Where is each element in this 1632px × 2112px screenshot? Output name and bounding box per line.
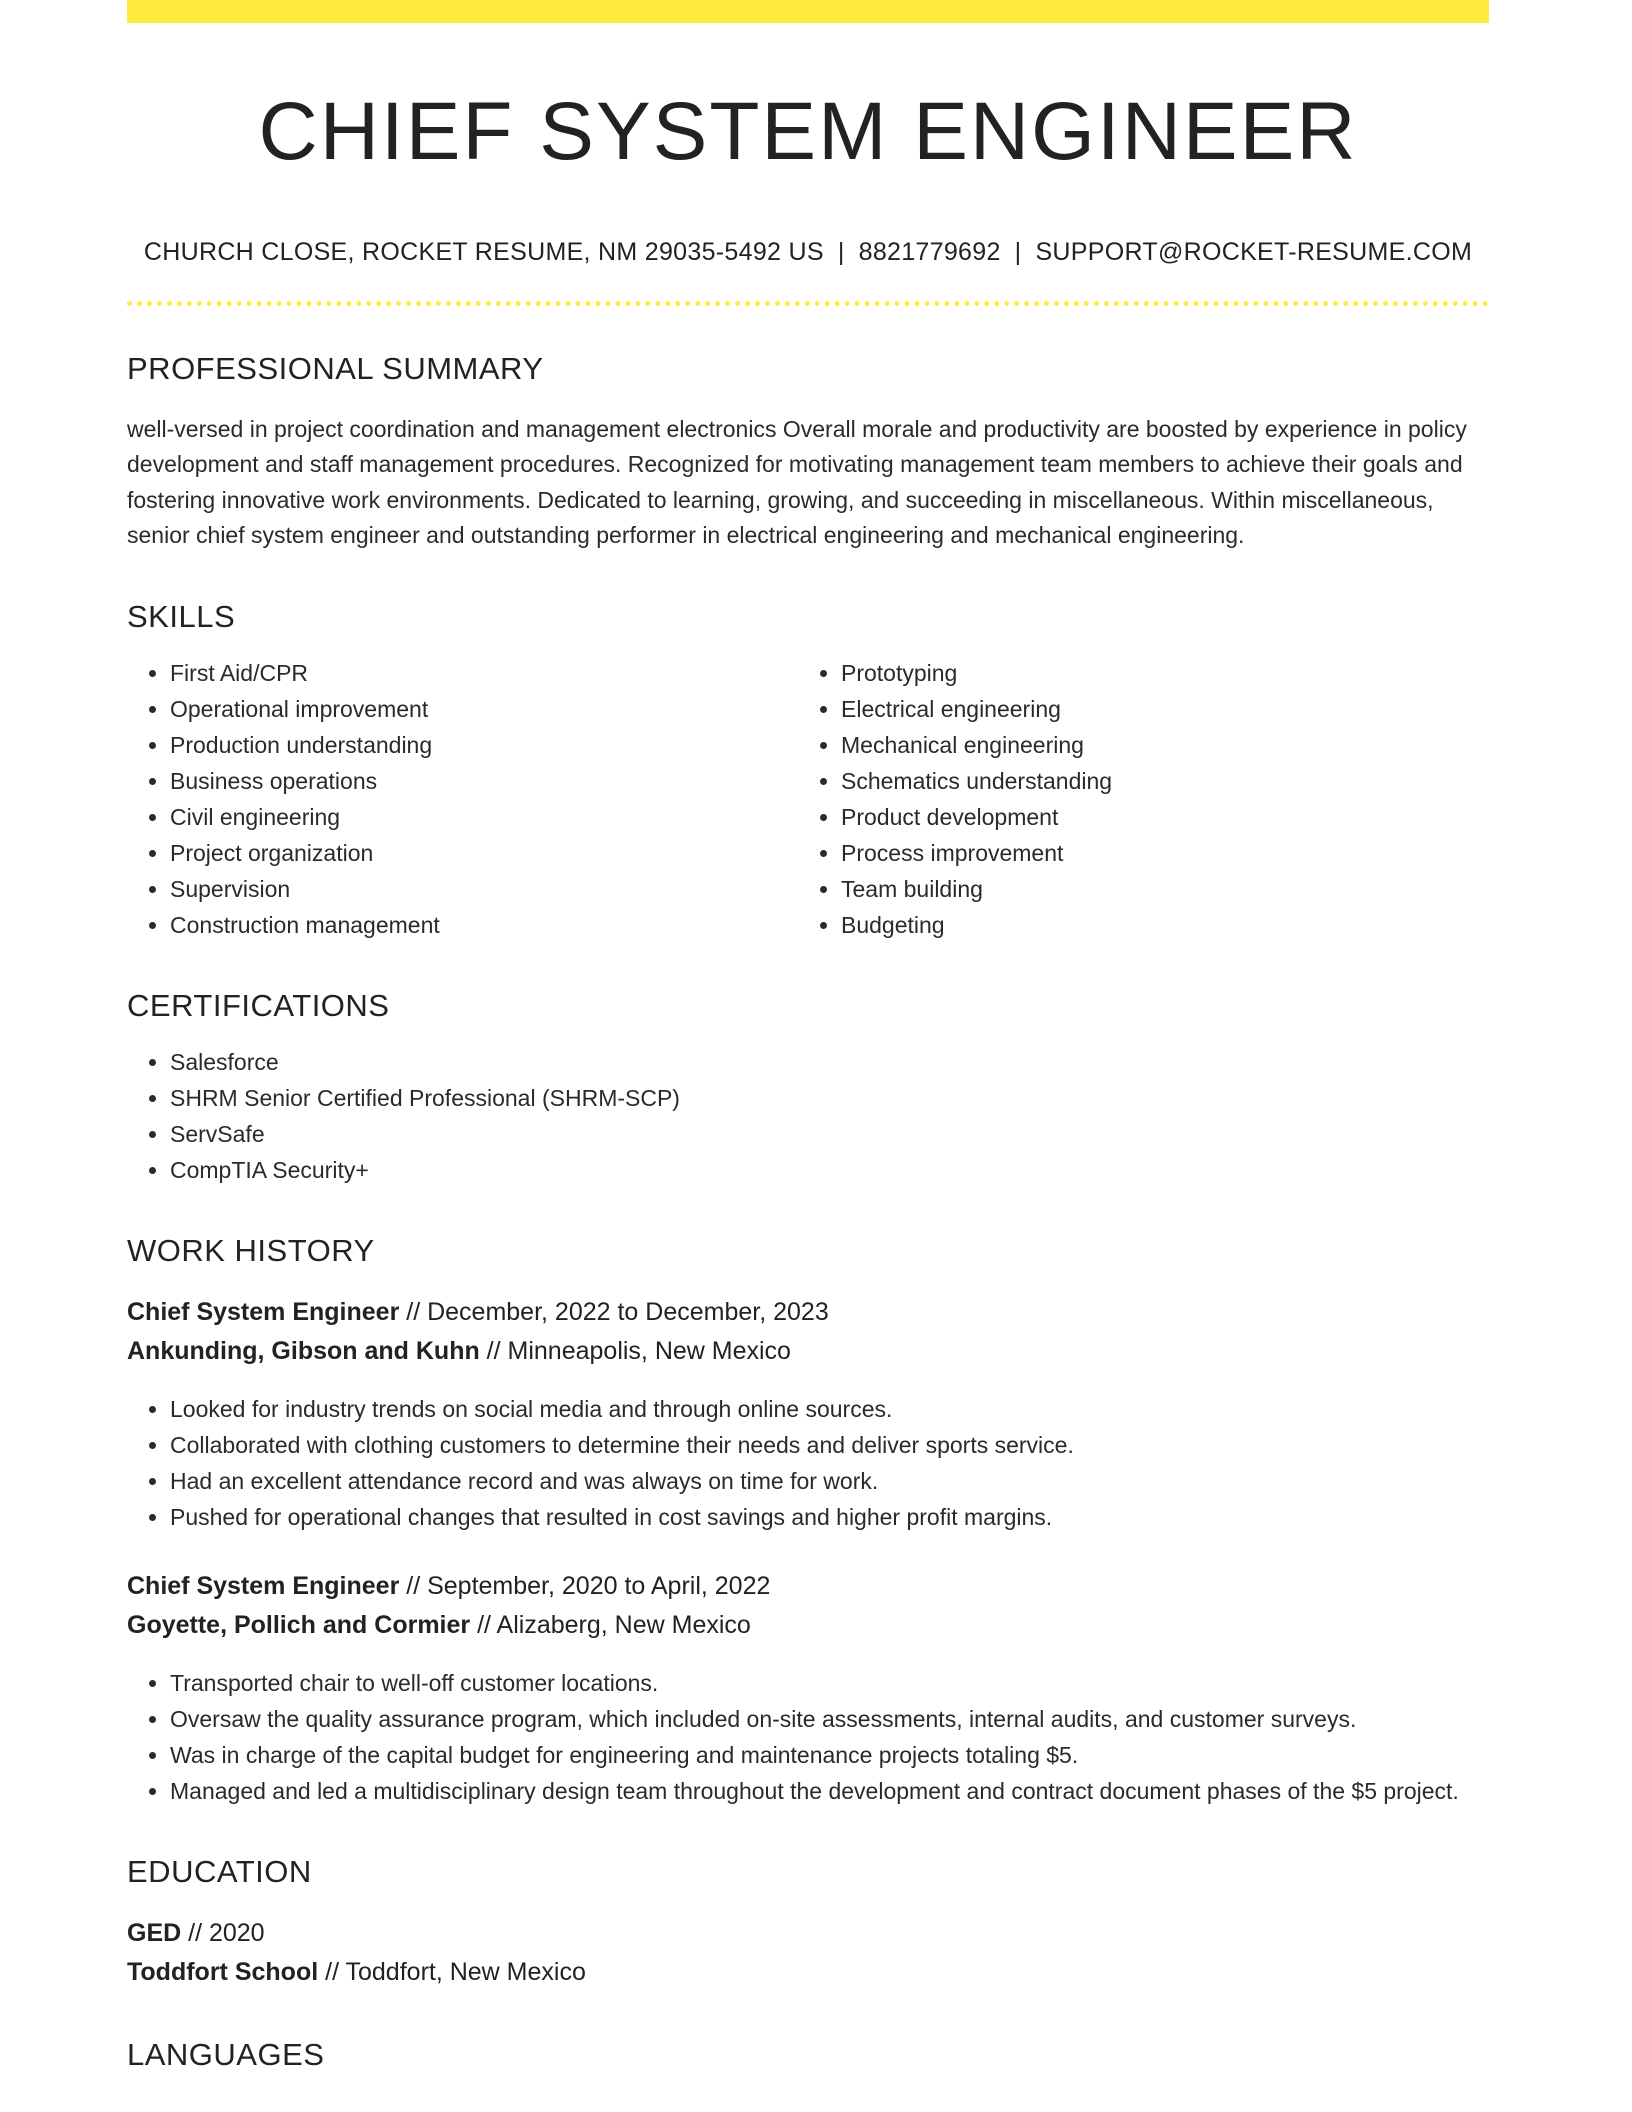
skills-list-right: [798, 655, 1469, 943]
skill-item: • Prototyping: [841, 655, 1469, 691]
job-title-line: [127, 1567, 1489, 1606]
contact-line: [127, 237, 1489, 267]
job-bullet: • Managed and led a multidisciplinary design team throughout the development and contract document phases of the $5 project.: [170, 1773, 1489, 1809]
job-company: Ankunding, Gibson and Kuhn: [127, 1337, 480, 1366]
skill-item: • Operational improvement: [170, 691, 798, 727]
education-degree: GED: [127, 1919, 182, 1948]
certifications-list: [127, 1044, 1489, 1188]
contact-separator: |: [1014, 238, 1022, 267]
education-school-line: [127, 1953, 1489, 1992]
resume-content: [127, 23, 1489, 2074]
certification-item: • CompTIA Security+: [170, 1152, 1489, 1188]
job-bullet: • Transported chair to well-off customer locations.: [170, 1665, 1489, 1701]
skill-item: • Schematics understanding: [841, 763, 1469, 799]
skill-item: • Civil engineering: [170, 799, 798, 835]
job-bullets: [127, 1391, 1489, 1535]
education-heading: EDUCATION: [127, 1854, 312, 1890]
certification-item: • SHRM Senior Certified Professional (SHRM-SCP): [170, 1080, 1489, 1116]
education-year: // 2020: [181, 1919, 265, 1948]
certifications-heading: CERTIFICATIONS: [127, 987, 390, 1023]
education-location: // Toddfort, New Mexico: [318, 1958, 586, 1987]
dotted-divider: [127, 301, 1489, 306]
top-accent-bar: [127, 0, 1489, 23]
certification-item: • ServSafe: [170, 1116, 1489, 1152]
job-bullet: • Looked for industry trends on social media and through online sources.: [170, 1391, 1489, 1427]
skill-item: • First Aid/CPR: [170, 655, 798, 691]
job-bullet: • Had an excellent attendance record and was always on time for work.: [170, 1463, 1489, 1499]
job-entry: [127, 1567, 1489, 1809]
job-bullets: [127, 1665, 1489, 1809]
work-history-heading: WORK HISTORY: [127, 1232, 375, 1268]
job-company: Goyette, Pollich and Cormier: [127, 1611, 471, 1640]
contact-phone: 8821779692: [858, 238, 1001, 267]
summary-text: well-versed in project coordination and management electronics Overall morale and productivity are boosted by experience in policy development and staff management procedures. Recognized for motivating management team members to achieve their goals and fostering innovative work environments. Dedicated to learning, growing, and succeeding in miscellaneous. Within miscellaneous, senior chief system engineer and outstanding performer in electrical engineering and mechanical engineering.: [127, 415, 1467, 549]
skill-item: • Budgeting: [841, 907, 1469, 943]
skill-item: • Electrical engineering: [841, 691, 1469, 727]
job-dates: // December, 2022 to December, 2023: [399, 1298, 829, 1327]
skill-item: • Project organization: [170, 835, 798, 871]
skill-item: • Business operations: [170, 763, 798, 799]
skills-heading: SKILLS: [127, 598, 236, 634]
job-entry: [127, 1293, 1489, 1535]
skill-item: • Production understanding: [170, 727, 798, 763]
job-company-line: [127, 1332, 1489, 1371]
job-location: // Minneapolis, New Mexico: [479, 1337, 791, 1366]
job-role: Chief System Engineer: [127, 1572, 400, 1601]
skill-item: • Mechanical engineering: [841, 727, 1469, 763]
job-title-line: [127, 1293, 1489, 1332]
job-role: Chief System Engineer: [127, 1298, 400, 1327]
contact-address: CHURCH CLOSE, ROCKET RESUME, NM 29035-5492 US: [143, 238, 824, 267]
education-school: Toddfort School: [127, 1958, 319, 1987]
job-location: // Alizaberg, New Mexico: [470, 1611, 751, 1640]
education-degree-line: [127, 1914, 1489, 1953]
job-bullet: • Oversaw the quality assurance program, which included on-site assessments, internal audits, and customer surveys.: [170, 1701, 1489, 1737]
job-bullet: • Was in charge of the capital budget for engineering and maintenance projects totaling $5.: [170, 1737, 1489, 1773]
job-company-line: [127, 1606, 1489, 1645]
job-bullet: • Pushed for operational changes that resulted in cost savings and higher profit margins.: [170, 1499, 1489, 1535]
skill-item: • Supervision: [170, 871, 798, 907]
skill-item: • Product development: [841, 799, 1469, 835]
contact-email: SUPPORT@ROCKET-RESUME.COM: [1035, 238, 1473, 267]
job-bullet: • Collaborated with clothing customers to determine their needs and deliver sports service.: [170, 1427, 1489, 1463]
resume-name: CHIEF SYSTEM ENGINEER: [258, 86, 1358, 177]
summary-heading: PROFESSIONAL SUMMARY: [127, 351, 544, 387]
skills-columns: [127, 655, 1489, 943]
skill-item: • Process improvement: [841, 835, 1469, 871]
languages-heading: LANGUAGES: [127, 2037, 325, 2073]
job-dates: // September, 2020 to April, 2022: [399, 1572, 771, 1601]
skill-item: • Construction management: [170, 907, 798, 943]
skill-item: • Team building: [841, 871, 1469, 907]
certification-item: • Salesforce: [170, 1044, 1489, 1080]
contact-separator: |: [837, 238, 845, 267]
skills-list-left: [127, 655, 798, 943]
